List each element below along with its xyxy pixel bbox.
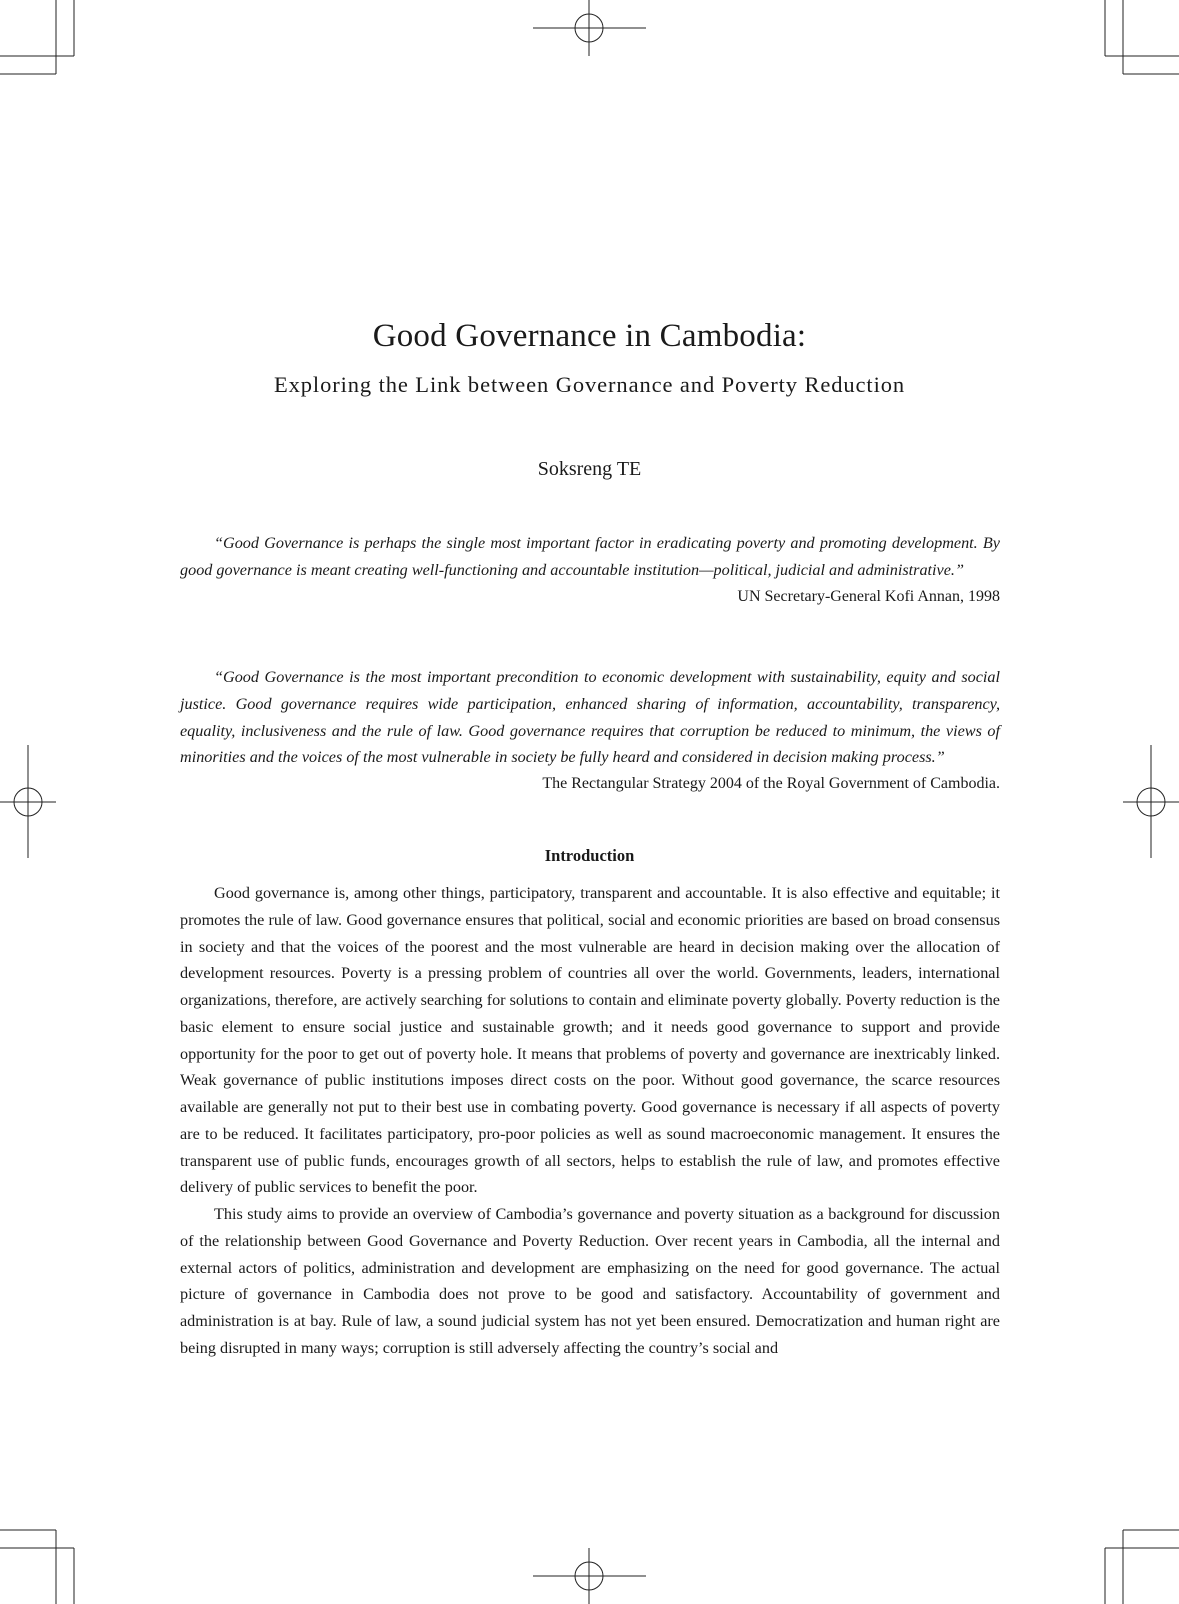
quote-text: “Good Governance is the most important precondition to economic development with sustainability, equity and social justice. Good governance requires wide participation, enhanced sharing of information, accountability, transparency, equality, inclusiveness and the rule of law. Good governance requires that corruption be reduced to minimum, the views of minorities and the voices of the most vulnerable in society be fully heard and considered in decision making process.” bbox=[180, 668, 1000, 767]
article-title: Good Governance in Cambodia: bbox=[372, 318, 807, 354]
body-paragraph: Good governance is, among other things, participatory, transparent and accountable. It is also effective and equitable; it promotes the rule of law. Good governance ensures that political, social and economic priorities are based on broad consensus in society and that the voices of the poorest and the most vulnerable are heard in decision making over the allocation of development resources. Poverty is a pressing problem of countries all over the world. Governments, leaders, international organizations, therefore, are actively searching for solutions to contain and eliminate poverty globally. Poverty reduction is the basic element to ensure social justice and sustainable growth; and it needs good governance to support and provide opportunity for the poor to get out of poverty hole. It means that problems of poverty and governance are inextricably linked. Weak governance of public institutions imposes direct costs on the poor. Without good governance, the scarce resources available are generally not put to their best use in combating poverty. Good governance is necessary if all aspects of poverty are to be reduced. It facilitates participatory, pro-poor policies as well as sound macroeconomic management. It ensures the transparent use of public funds, encourages growth of all sectors, helps to establish the rule of law, and promotes effective delivery of public services to benefit the poor. bbox=[180, 884, 1000, 1197]
body-paragraph: This study aims to provide an overview of Cambodia’s governance and poverty situation as a background for discussion of the relationship between Good Governance and Poverty Reduction. Over recent years in Cambodia, all the internal and external actors of politics, administration and development are emphasizing on the need for good governance. The actual picture of governance in Cambodia does not prove to be good and satisfactory. Accountability of government and administration is at bay. Rule of law, a sound judicial system has not yet been ensured. Democratization and human right are being disrupted in many ways; corruption is still adversely affecting the country’s social and bbox=[180, 1205, 1000, 1357]
epigraph-quote-1 bbox=[180, 530, 1000, 610]
author-name: Soksreng TE bbox=[537, 458, 642, 480]
article-subtitle: Exploring the Link between Governance and Poverty Reduction bbox=[273, 372, 906, 397]
introduction-body bbox=[180, 880, 1000, 1362]
section-heading: Introduction bbox=[544, 846, 635, 865]
quote-text: “Good Governance is perhaps the single most important factor in eradicating poverty and promoting development. By good governance is meant creating well-functioning and accountable institution—political, judicial and administrative.” bbox=[180, 534, 1000, 579]
epigraph-quote-2 bbox=[180, 664, 1000, 798]
quote-attribution: The Rectangular Strategy 2004 of the Royal Government of Cambodia. bbox=[542, 775, 1000, 793]
quote-attribution: UN Secretary-General Kofi Annan, 1998 bbox=[737, 587, 1000, 605]
